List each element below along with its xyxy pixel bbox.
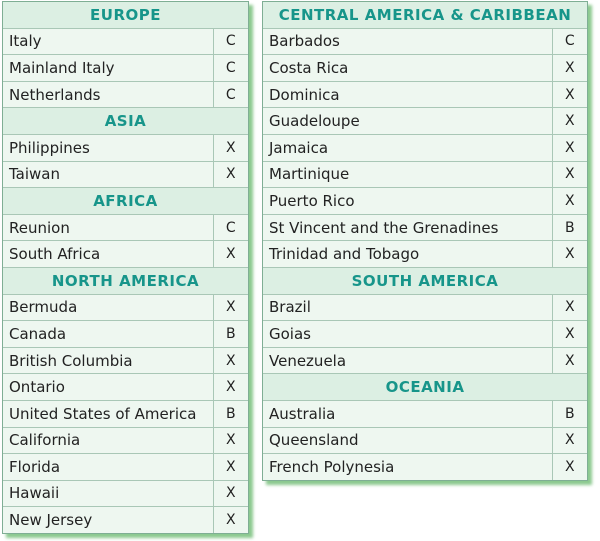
- status-code: X: [213, 507, 248, 533]
- section-header-row: [263, 374, 587, 401]
- table-row: [263, 134, 587, 161]
- table-row: [3, 454, 248, 481]
- table-row: [3, 134, 248, 161]
- region-name: Dominica: [263, 81, 552, 108]
- table-row: [263, 55, 587, 82]
- region-name: St Vincent and the Grenadines: [263, 214, 552, 241]
- region-name: Martinique: [263, 161, 552, 188]
- table-row: [3, 347, 248, 374]
- section-title: SOUTH AMERICA: [263, 267, 587, 294]
- region-name: British Columbia: [3, 347, 213, 374]
- table-row: [3, 480, 248, 507]
- region-name: Reunion: [3, 214, 213, 241]
- region-name: Australia: [263, 400, 552, 427]
- status-code: X: [552, 188, 587, 215]
- status-code: X: [213, 241, 248, 268]
- status-code: X: [552, 427, 587, 454]
- region-name: Hawaii: [3, 480, 213, 507]
- region-name: Guadeloupe: [263, 108, 552, 135]
- region-name: Costa Rica: [263, 55, 552, 82]
- region-name: Canada: [3, 321, 213, 348]
- region-name: Venezuela: [263, 347, 552, 374]
- status-code: X: [213, 374, 248, 401]
- status-code: C: [213, 214, 248, 241]
- table-row: [3, 81, 248, 108]
- region-name: Florida: [3, 454, 213, 481]
- section-header-row: [3, 2, 248, 28]
- region-name: California: [3, 427, 213, 454]
- table-row: [263, 108, 587, 135]
- region-name: Brazil: [263, 294, 552, 321]
- table-row: [3, 294, 248, 321]
- table-row: [3, 161, 248, 188]
- table-row: [263, 81, 587, 108]
- section-header-row: [263, 2, 587, 28]
- table-row: [263, 161, 587, 188]
- table-row: [3, 55, 248, 82]
- status-code: B: [213, 321, 248, 348]
- status-code: X: [213, 480, 248, 507]
- table-row: [263, 294, 587, 321]
- table-row: [3, 374, 248, 401]
- section-header-row: [263, 267, 587, 294]
- table-row: [263, 427, 587, 454]
- table-row: [3, 214, 248, 241]
- section-header-row: [3, 188, 248, 215]
- table-row: [263, 188, 587, 215]
- region-name: Trinidad and Tobago: [263, 241, 552, 268]
- table-row: [3, 427, 248, 454]
- table-row: [263, 347, 587, 374]
- table-row: [263, 454, 587, 480]
- table-row: [263, 241, 587, 268]
- status-code: X: [213, 454, 248, 481]
- table-row: [263, 400, 587, 427]
- section-title: ASIA: [3, 108, 248, 135]
- table-row: [3, 321, 248, 348]
- region-name: French Polynesia: [263, 454, 552, 480]
- region-name: Philippines: [3, 134, 213, 161]
- region-name: Italy: [3, 28, 213, 55]
- status-code: B: [213, 400, 248, 427]
- status-code: X: [213, 294, 248, 321]
- status-code: X: [552, 454, 587, 480]
- table-row: [3, 241, 248, 268]
- status-code: C: [213, 28, 248, 55]
- status-code: C: [213, 55, 248, 82]
- region-name: New Jersey: [3, 507, 213, 533]
- table-row: [263, 28, 587, 55]
- section-title: AFRICA: [3, 188, 248, 215]
- region-name: Ontario: [3, 374, 213, 401]
- region-name: Mainland Italy: [3, 55, 213, 82]
- section-title: NORTH AMERICA: [3, 267, 248, 294]
- right-region-table: [263, 2, 587, 480]
- region-name: Puerto Rico: [263, 188, 552, 215]
- status-code: B: [552, 400, 587, 427]
- table-row: [263, 214, 587, 241]
- status-code: X: [552, 241, 587, 268]
- region-name: Jamaica: [263, 134, 552, 161]
- region-name: Netherlands: [3, 81, 213, 108]
- status-code: C: [552, 28, 587, 55]
- status-code: X: [552, 347, 587, 374]
- left-region-panel: [2, 1, 249, 534]
- region-name: Bermuda: [3, 294, 213, 321]
- region-name: South Africa: [3, 241, 213, 268]
- status-code: X: [213, 134, 248, 161]
- left-region-table: [3, 2, 248, 533]
- status-code: X: [552, 294, 587, 321]
- table-row: [3, 507, 248, 533]
- section-title: OCEANIA: [263, 374, 587, 401]
- region-name: Goias: [263, 321, 552, 348]
- region-name: Taiwan: [3, 161, 213, 188]
- section-header-row: [3, 267, 248, 294]
- section-header-row: [3, 108, 248, 135]
- status-code: X: [213, 161, 248, 188]
- status-code: C: [213, 81, 248, 108]
- status-code: B: [552, 214, 587, 241]
- table-row: [263, 321, 587, 348]
- table-row: [3, 400, 248, 427]
- status-code: X: [552, 321, 587, 348]
- status-code: X: [552, 81, 587, 108]
- status-code: X: [213, 347, 248, 374]
- section-title: EUROPE: [3, 2, 248, 28]
- right-region-panel: [262, 1, 588, 481]
- table-row: [3, 28, 248, 55]
- status-code: X: [552, 161, 587, 188]
- status-code: X: [552, 108, 587, 135]
- region-name: United States of America: [3, 400, 213, 427]
- region-name: Barbados: [263, 28, 552, 55]
- status-code: X: [213, 427, 248, 454]
- section-title: CENTRAL AMERICA & CARIBBEAN: [263, 2, 587, 28]
- region-name: Queensland: [263, 427, 552, 454]
- status-code: X: [552, 55, 587, 82]
- status-code: X: [552, 134, 587, 161]
